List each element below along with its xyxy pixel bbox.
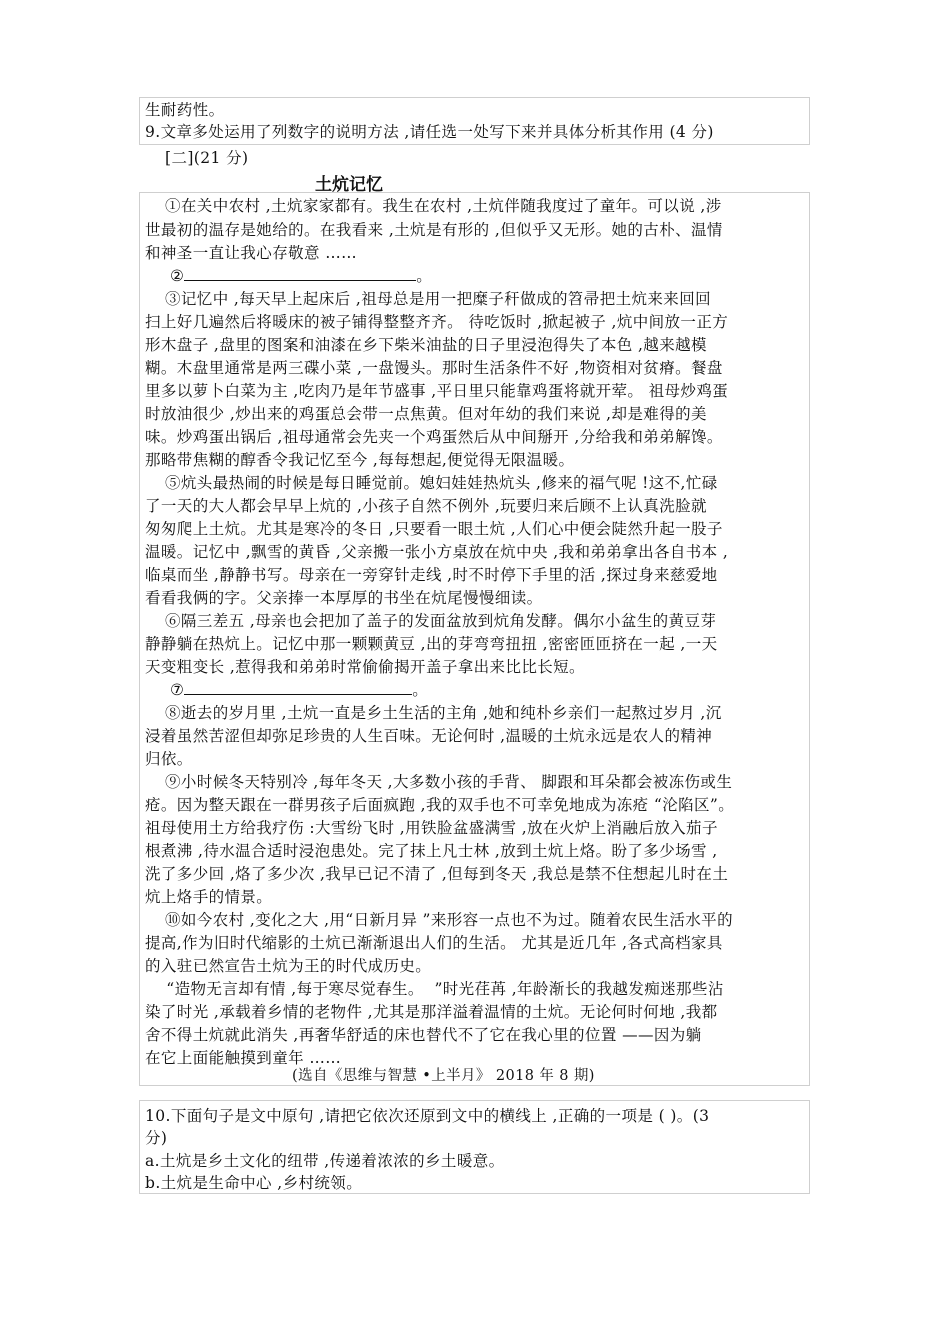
- option-b[interactable]: b.土炕是生命中心 ,乡村统领。: [145, 1174, 363, 1192]
- paragraph-line: 世最初的温存是她给的。在我看来 ,土炕是有形的 ,但似乎又无形。她的古朴、温情: [145, 221, 723, 239]
- blank-7-line[interactable]: [184, 680, 412, 695]
- paragraph-line: 和神圣一直让我心存敬意 ……: [145, 244, 358, 262]
- paragraph-line: 舍不得土炕就此消失 ,再奢华舒适的床也替代不了它在我心里的位置 ——因为躺: [145, 1026, 702, 1044]
- paragraph-line: 那略带焦糊的醇香令我记忆至今 ,每每想起,便觉得无限温暖。: [145, 451, 575, 469]
- paragraph-line: 糊。木盘里通常是两三碟小菜 ,一盘馒头。那时生活条件不好 ,物资相对贫瘠。餐盘: [145, 359, 723, 377]
- paragraph-line: ③记忆中 ,每天早上起床后 ,祖母总是用一把糜子秆做成的笤帚把土炕来来回回: [165, 290, 712, 308]
- paragraph-line: 炕上烙手的情景。: [145, 888, 273, 906]
- paragraph-line: 疮。因为整天跟在一群男孩子后面疯跑 ,我的双手也不可幸免地成为冻疮 “沦陷区”。: [145, 796, 735, 814]
- paragraph-line: 时放油很少 ,炒出来的鸡蛋总会带一点焦黄。但对年幼的我们来说 ,却是难得的美: [145, 405, 707, 423]
- paragraph-line: 匆匆爬上土炕。尤其是寒冷的冬日 ,只要看一眼土炕 ,人们心中便会陡然升起一股子: [145, 520, 723, 538]
- paragraph-line: 临桌而坐 ,静静书写。母亲在一旁穿针走线 ,时不时停下手里的活 ,探过身来慈爱地: [145, 566, 718, 584]
- paragraph-line: 提高,作为旧时代缩影的土炕已渐渐退出人们的生活。 尤其是近几年 ,各式高档家具: [145, 934, 723, 952]
- fill-blank-7[interactable]: [170, 680, 428, 700]
- paragraph-line: 祖母使用土方给我疗伤 :大雪纷飞时 ,用铁脸盆盛满雪 ,放在火炉上消融后放入茄子: [145, 819, 718, 837]
- question-10-text: 10.下面句子是文中原句 ,请把它依次还原到文中的横线上 ,正确的一项是 ( )。(3: [145, 1107, 710, 1125]
- blank-7-label: ⑦: [170, 681, 185, 699]
- article-source: (选自《思维与智慧 •上半月》 2018 年 8 期): [292, 1068, 595, 1084]
- blank-2-end: 。: [416, 267, 433, 285]
- article-title: 土炕记忆: [315, 175, 383, 195]
- paragraph-line: ⑩如今农村 ,变化之大 ,用“日新月异 ”来形容一点也不为过。随着农民生活水平的: [165, 911, 733, 929]
- paragraph-line: 天变粗变长 ,惹得我和弟弟时常偷偷揭开盖子拿出来比比长短。: [145, 658, 585, 676]
- option-a[interactable]: a.土炕是乡土文化的纽带 ,传递着浓浓的乡土暖意。: [145, 1152, 505, 1170]
- paragraph-line: 归依。: [145, 750, 193, 768]
- paragraph-line: 温暖。记忆中 ,飘雪的黄昏 ,父亲搬一张小方桌放在炕中央 ,我和弟弟拿出各自书本 ,: [145, 543, 729, 561]
- paragraph-line: 染了时光 ,承载着乡情的老物件 ,尤其是那洋溢着温情的土炕。无论何时何地 ,我都: [145, 1003, 718, 1021]
- paragraph-line: 浸着虽然苦涩但却弥足珍贵的人生百味。无论何时 ,温暖的土炕永远是农人的精神: [145, 727, 713, 745]
- paragraph-line: 洗了多少回 ,烙了多少次 ,我早已记不清了 ,但每到冬天 ,我总是禁不住想起儿时在土: [145, 865, 729, 883]
- text-line: 生耐药性。: [145, 101, 225, 119]
- paragraph-line: ①在关中农村 ,土炕家家都有。我生在农村 ,土炕伴随我度过了童年。可以说 ,涉: [165, 197, 722, 215]
- fill-blank-2[interactable]: [170, 266, 432, 286]
- blank-7-end: 。: [412, 681, 429, 699]
- paragraph-line: ⑨小时候冬天特别冷 ,每年冬天 ,大多数小孩的手背、 脚跟和耳朵都会被冻伤或生: [165, 773, 733, 791]
- paragraph-line: 的入驻已然宣告土炕为王的时代成历史。: [145, 957, 432, 975]
- blank-2-label: ②: [170, 267, 185, 285]
- paragraph-line: 根煮沸 ,待水温合适时浸泡患处。完了抹上凡士林 ,放到土炕上烙。盼了多少场雪 ,: [145, 842, 718, 860]
- paragraph-line: 形木盘子 ,盘里的图案和油漆在乡下柴米油盐的日子里浸泡得失了本色 ,越来越模: [145, 336, 707, 354]
- paragraph-line: 在它上面能触摸到童年 ……: [145, 1049, 342, 1067]
- paragraph-line: ⑧逝去的岁月里 ,土炕一直是乡土生活的主角 ,她和纯朴乡亲们一起熬过岁月 ,沉: [165, 704, 722, 722]
- question-9: 9.文章多处运用了列数字的说明方法 ,请任选一处写下来并具体分析其作用 (4 分): [145, 123, 714, 141]
- blank-2-line[interactable]: [184, 266, 416, 281]
- question-10-text: 分): [145, 1129, 168, 1147]
- paragraph-line: ⑥隔三差五 ,母亲也会把加了盖子的发面盆放到炕角发酵。偶尔小盆生的黄豆芽: [165, 612, 717, 630]
- paragraph-line: ⑤炕头最热闹的时候是每日睡觉前。媳妇娃娃热炕头 ,修来的福气呢 !这不,忙碌: [165, 474, 718, 492]
- paragraph-line: 看看我俩的字。父亲捧一本厚厚的书坐在炕尾慢慢细读。: [145, 589, 543, 607]
- paragraph-line: 了一天的大人都会早早上炕的 ,小孩子自然不例外 ,玩要归来后顾不上认真洗脸就: [145, 497, 707, 515]
- section-header: [二](21 分): [165, 149, 249, 167]
- paragraph-line: 扫上好几遍然后将暖床的被子铺得整整齐齐。 待吃饭时 ,掀起被子 ,炕中间放一正方: [145, 313, 729, 331]
- paragraph-line: 静静躺在热炕上。记忆中那一颗颗黄豆 ,出的芽弯弯扭扭 ,密密匝匝挤在一起 ,一天: [145, 635, 718, 653]
- paragraph-line: “造物无言却有情 ,每于寒尽觉春生。 ”时光荏苒 ,年龄渐长的我越发痴迷那些沾: [145, 980, 724, 998]
- paragraph-line: 里多以萝卜白菜为主 ,吃肉乃是年节盛事 ,平日里只能靠鸡蛋将就开荤。 祖母炒鸡蛋: [145, 382, 729, 400]
- paragraph-line: 味。炒鸡蛋出锅后 ,祖母通常会先夹一个鸡蛋然后从中间掰开 ,分给我和弟弟解馋。: [145, 428, 723, 446]
